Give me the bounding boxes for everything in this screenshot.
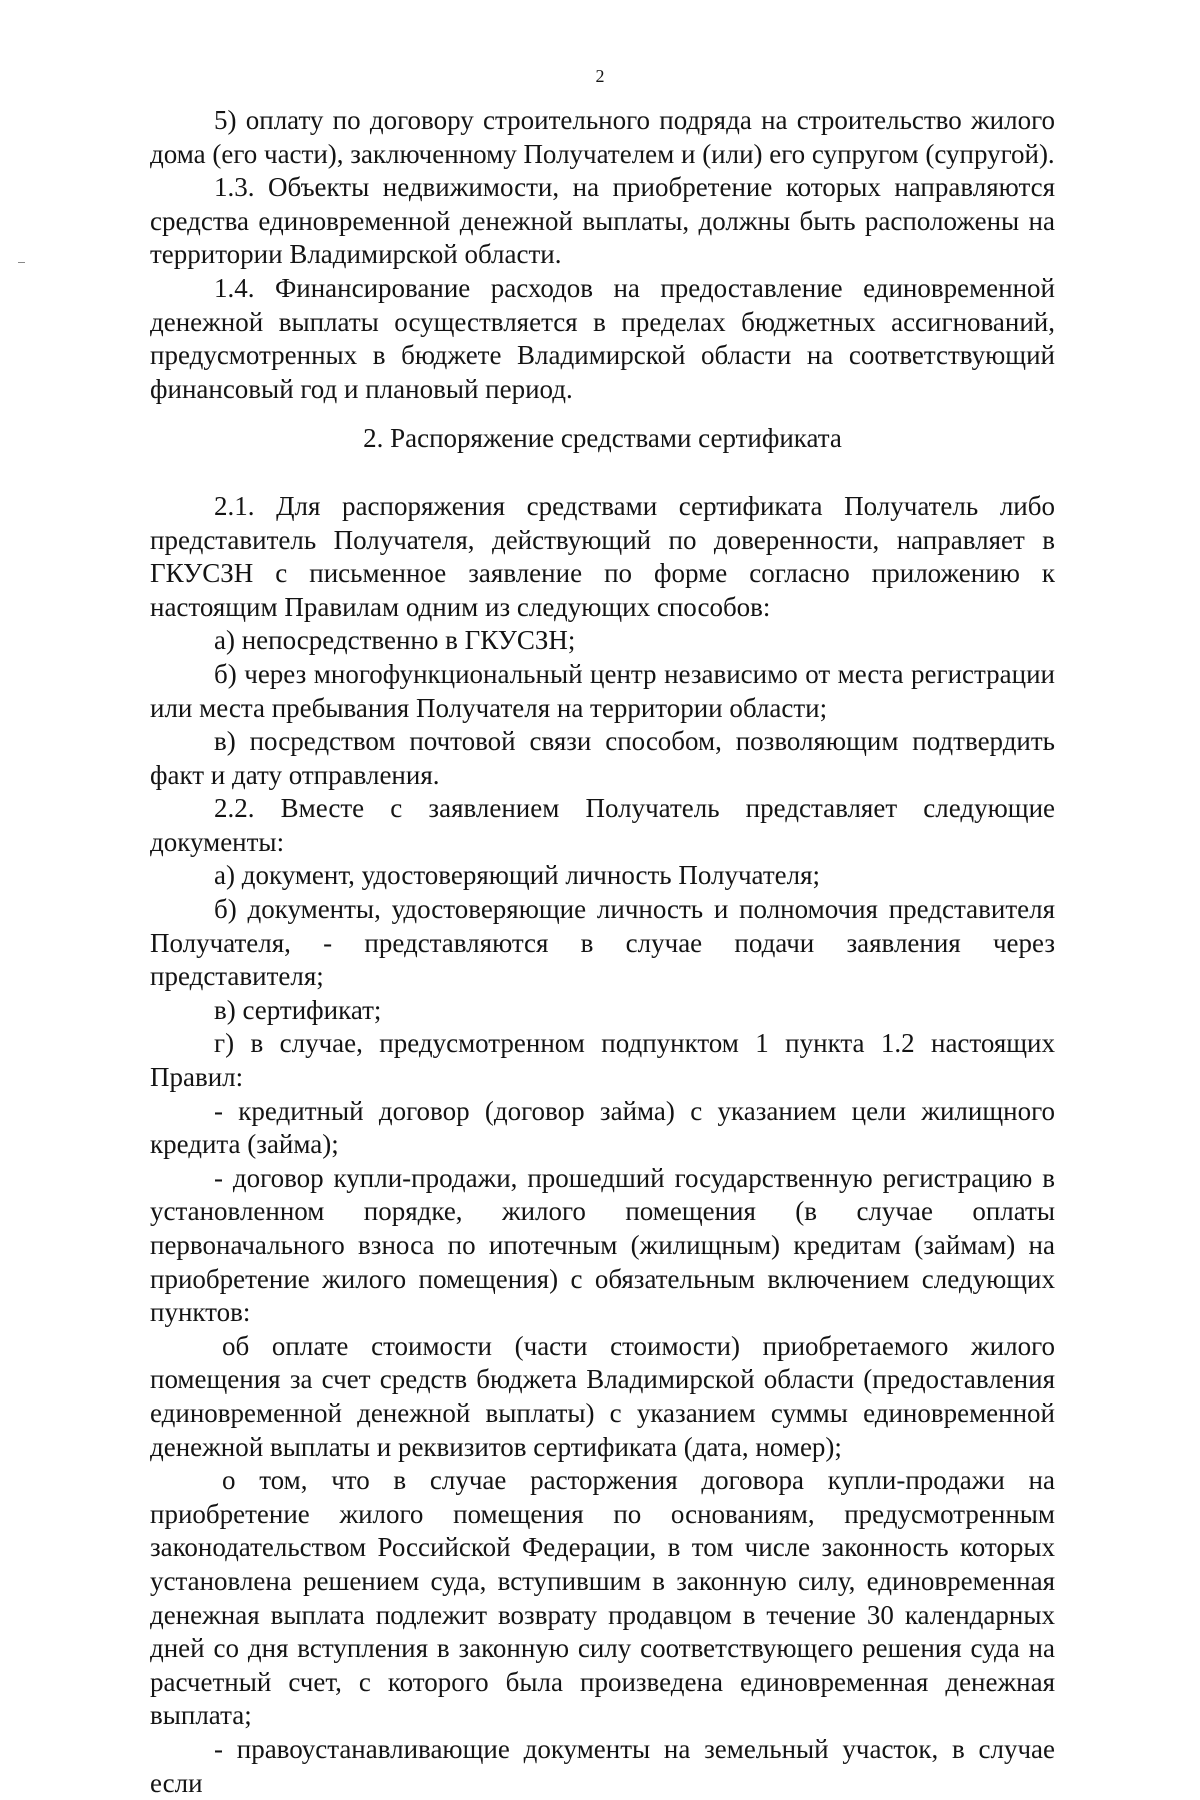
dash-item-contract: - договор купли-продажи, прошедший государственную регистрацию в установленном порядке, жилого помещения (в случае оплаты первоначального взноса по ипотечным (жилищным) кредитам (займам) на приобретение жилого помещения) с обязательным включением следующих пунктов: (150, 1162, 1055, 1328)
margin-scan-mark (18, 262, 25, 263)
paragraph-item-5: 5) оплату по договору строительного подряда на строительство жилого дома (его части), заключенному Получателем и (или) его супругом (супругой). (150, 105, 1055, 169)
doc-item-b: б) документы, удостоверяющие личность и полномочия представителя Получателя, - представляются в случае подачи заявления через представителя; (150, 894, 1055, 992)
doc-item-v: в) сертификат; (214, 994, 382, 1025)
clause-payment: об оплате стоимости (части стоимости) приобретаемого жилого помещения за счет средств бюджета Владимирской области (предоставления единовременной денежной выплаты) с указанием суммы единовременной денежной выплаты и реквизитов сертификата (дата, номер); (150, 1330, 1055, 1462)
clause-termination: о том, что в случае расторжения договора купли-продажи на приобретение жилого помещения по основаниям, предусмотренным законодательством Российской Федерации, в том числе законность которых установлена решением суда, вступившим в законную силу, единовременная денежная выплата подлежит возврату продавцом в течение 30 календарных дней со дня вступления в законную силу соответствующего решения суда на расчетный счет, с которого была произведена единовременная денежная выплата; (150, 1465, 1055, 1731)
doc-item-a: а) документ, удостоверяющий личность Получателя; (214, 860, 820, 891)
document-body (150, 104, 1055, 1800)
paragraph-1-3: 1.3. Объекты недвижимости, на приобретение которых направляются средства единовременной денежной выплаты, должны быть расположены на территории Владимирской области. (150, 172, 1055, 270)
dash-item-credit: - кредитный договор (договор займа) с указанием цели жилищного кредита (займа); (150, 1095, 1055, 1160)
dash-item-land: - правоустанавливающие документы на земельный участок, в случае если (150, 1733, 1055, 1798)
list-item-a: а) непосредственно в ГКУСЗН; (214, 625, 576, 656)
list-item-v: в) посредством почтовой связи способом, позволяющим подтвердить факт и дату отправления. (150, 726, 1055, 790)
paragraph-2-1: 2.1. Для распоряжения средствами сертификата Получатель либо представитель Получателя, действующий по доверенности, направляет в ГКУСЗН с письменное заявление по форме согласно приложению к настоящим Правилам одним из следующих способов: (150, 490, 1055, 622)
list-item-b: б) через многофункциональный центр независимо от места регистрации или места пребывания Получателя на территории области; (150, 658, 1055, 723)
section-heading: 2. Распоряжение средствами сертификата (363, 423, 842, 454)
paragraph-1-4: 1.4. Финансирование расходов на предоставление единовременной денежной выплаты осуществляется в пределах бюджетных ассигнований, предусмотренных в бюджете Владимирской области на соответствующий финансовый год и плановый период. (150, 272, 1055, 404)
paragraph-2-2: 2.2. Вместе с заявлением Получатель представляет следующие документы: (150, 793, 1055, 857)
doc-item-g: г) в случае, предусмотренном подпунктом 1 пункта 1.2 настоящих Правил: (150, 1028, 1055, 1093)
page-number: 2 (595, 66, 605, 86)
